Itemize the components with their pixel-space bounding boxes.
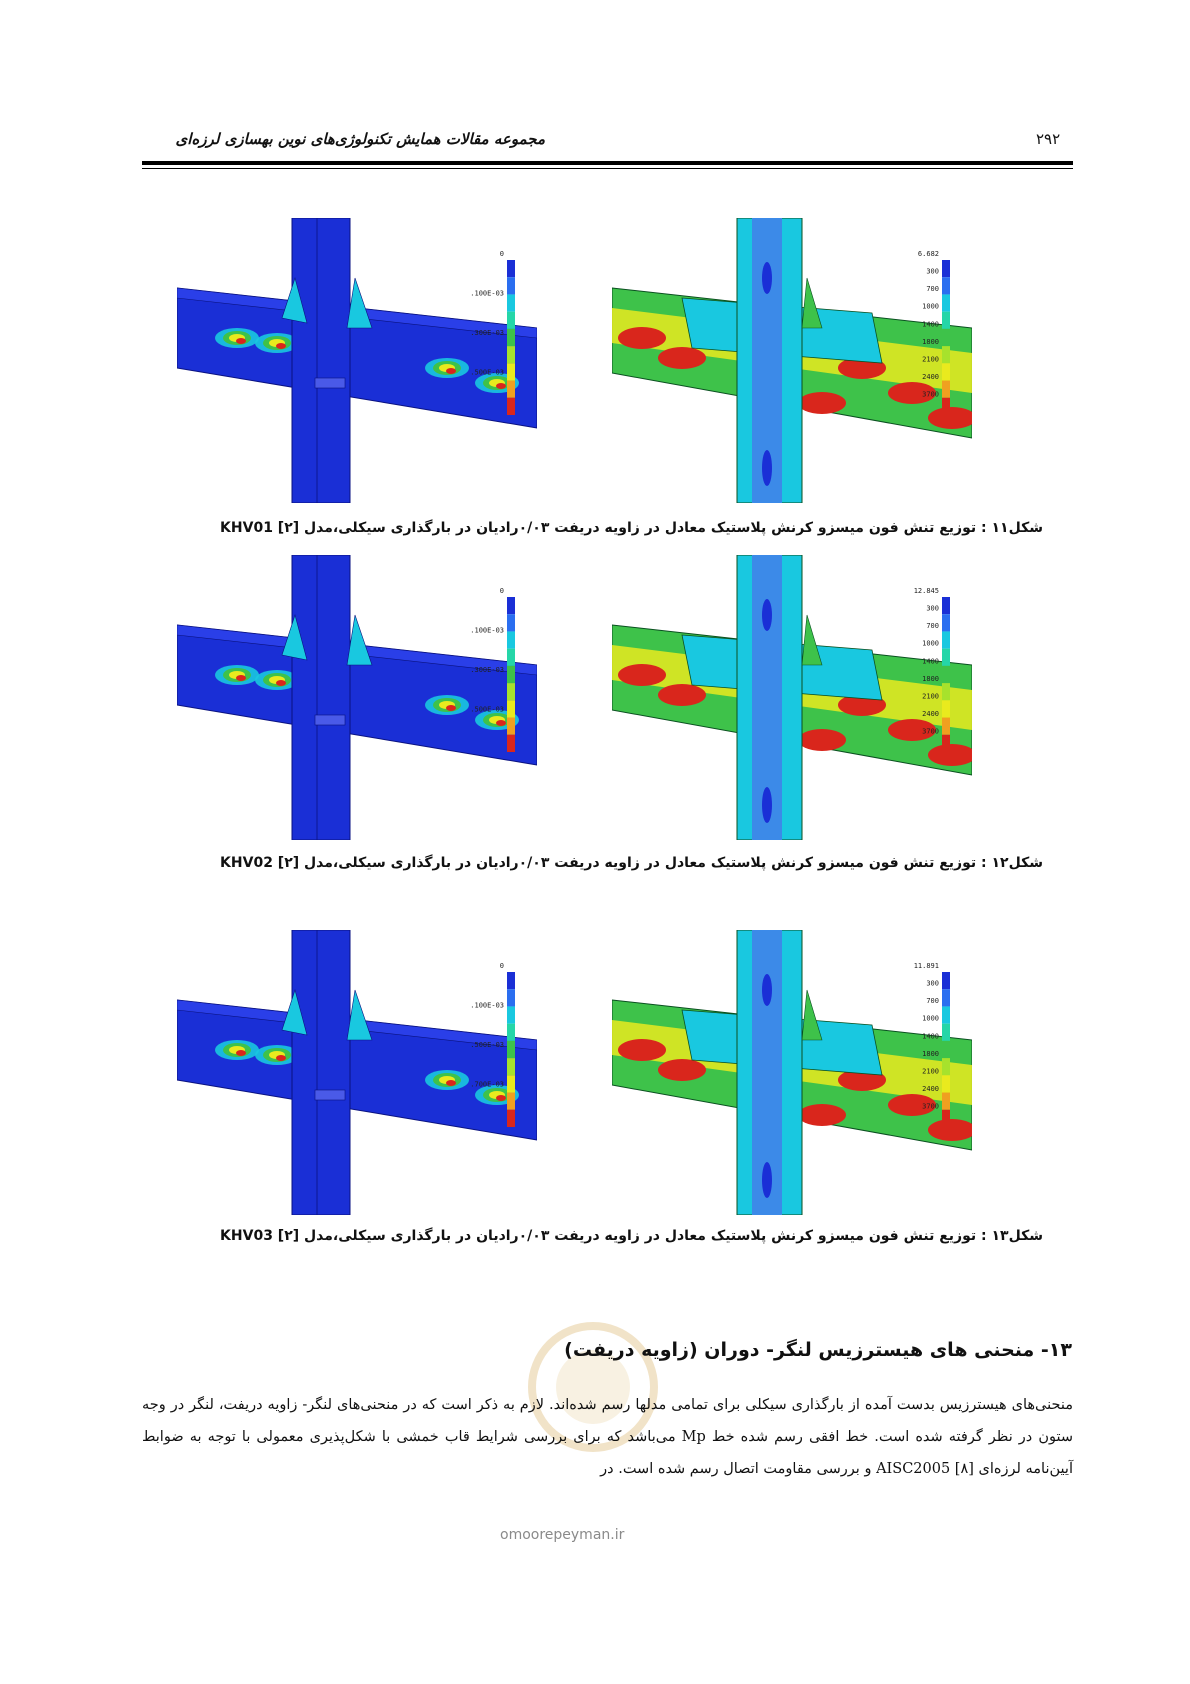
- fig13-strain-legend-swatch: [507, 972, 515, 989]
- caption-fig-12: شکل۱۲ : توزیع تنش فون میسزو کرنش پلاستیک معادل در زاویه دریفت ۰/۰۳رادیان در بارگذاری سیکلی،مدل KHV02 [۲]: [220, 855, 1043, 871]
- figure-11-plastic-strain: [177, 218, 537, 507]
- figure-12-von-mises-stress: [612, 555, 972, 844]
- fig12-stress-legend-swatch: [942, 735, 950, 752]
- fig13-stress-legend-swatch: [942, 1075, 950, 1092]
- fig13-strain-legend-label: 0: [499, 962, 504, 970]
- fig12-strain-legend-swatch: [507, 683, 515, 700]
- fig11-strain-legend-label: 0: [499, 250, 504, 258]
- fig11-strain-legend-swatch: [507, 363, 515, 380]
- fig12-stress-legend-label: 2400: [922, 709, 939, 718]
- fig11-stress-legend-swatch: [942, 329, 950, 346]
- fig13-strain-legend-swatch: [507, 1058, 515, 1075]
- fig12-stress-legend-swatch: [942, 666, 950, 683]
- fig13-stress-legend-label: 700: [926, 997, 939, 1006]
- fig12-strain-legend-label: .100E-03: [470, 626, 504, 635]
- fig13-stress-legend-swatch: [942, 1058, 950, 1075]
- fig12-strain-legend-swatch: [507, 735, 515, 752]
- fig13-stress-legend-label: 1800: [922, 1049, 939, 1058]
- fig12-stress-legend-label: 700: [926, 622, 939, 631]
- fig13-strain-legend-swatch: [507, 1006, 515, 1023]
- fig13-strain-legend-label: .700E-03: [470, 1080, 504, 1089]
- fig12-strain-legend-swatch: [507, 718, 515, 735]
- fig12-strain-legend-label: .500E-03: [470, 705, 504, 714]
- fig12-stress-legend-swatch: [942, 683, 950, 700]
- fig13-stress-legend-label: 1000: [922, 1014, 939, 1023]
- fig12-stress-legend-swatch: [942, 700, 950, 717]
- fig11-strain-legend-swatch: [507, 277, 515, 294]
- fig13-stress-legend-swatch: [942, 1110, 950, 1127]
- fig13-strain-legend-swatch: [507, 1075, 515, 1092]
- fig11-stress-legend-label: 6.682: [917, 250, 939, 258]
- page-number: ۲۹۲: [1036, 130, 1061, 148]
- fig12-stress-legend-swatch: [942, 614, 950, 631]
- fig13-stress-legend-label: 300: [926, 979, 939, 988]
- fig11-stress-legend-label: 1800: [922, 337, 939, 346]
- fig13-stress-legend-swatch: [942, 1006, 950, 1023]
- fig13-strain-legend-swatch: [507, 1093, 515, 1110]
- fig13-stress-legend-swatch: [942, 1024, 950, 1041]
- fig12-strain-legend-swatch: [507, 597, 515, 614]
- header-rule-thin: [142, 168, 1073, 169]
- fig13-stress-legend-swatch: [942, 989, 950, 1006]
- figure-11-von-mises-stress: [612, 218, 972, 507]
- fig12-stress-legend-swatch: [942, 631, 950, 648]
- fig11-stress-legend-label: 1000: [922, 302, 939, 311]
- fig11-stress-legend-label: 300: [926, 267, 939, 276]
- fig13-stress-legend-label: 2100: [922, 1067, 939, 1076]
- fig13-strain-legend-swatch: [507, 1024, 515, 1041]
- watermark-url: omoorepeyman.ir: [500, 1527, 625, 1543]
- fig12-stress-legend-label: 12.845: [913, 587, 939, 595]
- fig11-strain-legend-label: .500E-03: [470, 368, 504, 377]
- fig13-strain-legend-swatch: [507, 989, 515, 1006]
- fig13-strain-legend-swatch: [507, 1110, 515, 1127]
- fig12-stress-legend-swatch: [942, 649, 950, 666]
- fig12-strain-legend-swatch: [507, 649, 515, 666]
- fig11-strain-legend-swatch: [507, 329, 515, 346]
- fig12-strain-legend-swatch: [507, 631, 515, 648]
- caption-fig-13: شکل۱۳ : توزیع تنش فون میسزو کرنش پلاستیک معادل در زاویه دریفت ۰/۰۳رادیان در بارگذاری سیکلی،مدل KHV03 [۲]: [220, 1228, 1043, 1244]
- fig13-stress-legend-label: 3700: [922, 1102, 939, 1111]
- fig12-strain-legend-swatch: [507, 614, 515, 631]
- fig11-stress-legend-label: 2100: [922, 355, 939, 364]
- figure-13-plastic-strain: [177, 930, 537, 1219]
- fig11-stress-legend-label: 1400: [922, 320, 939, 329]
- fig11-strain-legend-swatch: [507, 294, 515, 311]
- fig13-stress-legend-label: 11.891: [913, 962, 939, 970]
- fig13-stress-legend-label: 1400: [922, 1032, 939, 1041]
- fig11-stress-legend-swatch: [942, 294, 950, 311]
- fig13-stress-legend-swatch: [942, 1093, 950, 1110]
- fig11-stress-legend-swatch: [942, 346, 950, 363]
- fig11-strain-legend-label: .100E-03: [470, 289, 504, 298]
- fig12-stress-legend-label: 3700: [922, 727, 939, 736]
- fig11-stress-legend-swatch: [942, 363, 950, 380]
- fig13-stress-legend-label: 2400: [922, 1084, 939, 1093]
- fig12-stress-legend-label: 300: [926, 604, 939, 613]
- fig11-strain-legend-swatch: [507, 260, 515, 277]
- fig11-stress-legend-swatch: [942, 277, 950, 294]
- fig11-stress-legend-swatch: [942, 398, 950, 415]
- fig11-stress-legend-swatch: [942, 312, 950, 329]
- fig13-strain-legend-label: .500E-03: [470, 1041, 504, 1050]
- header-rule-thick: [142, 161, 1073, 165]
- fig11-stress-legend-label: 700: [926, 285, 939, 294]
- fig11-strain-legend-swatch: [507, 398, 515, 415]
- caption-fig-11: شکل۱۱ : توزیع تنش فون میسزو کرنش پلاستیک معادل در زاویه دریفت ۰/۰۳رادیان در بارگذاری سیکلی،مدل KHV01 [۲]: [220, 520, 1043, 536]
- fig13-stress-legend-swatch: [942, 972, 950, 989]
- section-paragraph: منحنی‌های هیسترزیس بدست آمده از بارگذاری سیکلی برای تمامی مدلها رسم شده‌اند. لازم به ذکر است که در منحنی‌های لنگر- زاویه دریفت، لنگر در وجه ستون در نظر گرفته شده است. خط افقی رسم شده خط Mp می‌باشد که برای بررسی شرایط قاب خمشی با شکل‌پذیری معمولی با توجه به ضوابط آیین‌نامه لرزه‌ای AISC2005 [۸] و بررسی مقاومت اتصال رسم شده است. در: [142, 1397, 1073, 1477]
- fig11-stress-legend-label: 2400: [922, 372, 939, 381]
- fig12-stress-legend-label: 1800: [922, 674, 939, 683]
- fig11-stress-legend-label: 3700: [922, 390, 939, 399]
- fig12-strain-legend-swatch: [507, 666, 515, 683]
- fig13-stress-legend-swatch: [942, 1041, 950, 1058]
- fig11-stress-legend-swatch: [942, 260, 950, 277]
- fig12-stress-legend-label: 1400: [922, 657, 939, 666]
- fig13-strain-legend-swatch: [507, 1041, 515, 1058]
- fig12-stress-legend-label: 1000: [922, 639, 939, 648]
- fig12-strain-legend-swatch: [507, 700, 515, 717]
- fig12-strain-legend-label: 0: [499, 587, 504, 595]
- fig11-strain-legend-label: .300E-03: [470, 329, 504, 338]
- fig11-strain-legend-swatch: [507, 312, 515, 329]
- fig11-strain-legend-swatch: [507, 381, 515, 398]
- figure-12-plastic-strain: [177, 555, 537, 844]
- fig12-stress-legend-swatch: [942, 718, 950, 735]
- fig12-strain-legend-label: .300E-03: [470, 666, 504, 675]
- fig11-strain-legend-swatch: [507, 346, 515, 363]
- fig12-stress-legend-label: 2100: [922, 692, 939, 701]
- fig13-strain-legend-label: .100E-03: [470, 1001, 504, 1010]
- section-title: ۱۳- منحنی های هیسترزیس لنگر- دوران (زاویه دریفت): [564, 1339, 1072, 1361]
- figure-13-von-mises-stress: [612, 930, 972, 1219]
- fig11-stress-legend-swatch: [942, 381, 950, 398]
- page-header-title: مجموعه مقالات همایش تکنولوژی‌های نوین بهسازی لرزه‌ای: [175, 130, 545, 148]
- fig12-stress-legend-swatch: [942, 597, 950, 614]
